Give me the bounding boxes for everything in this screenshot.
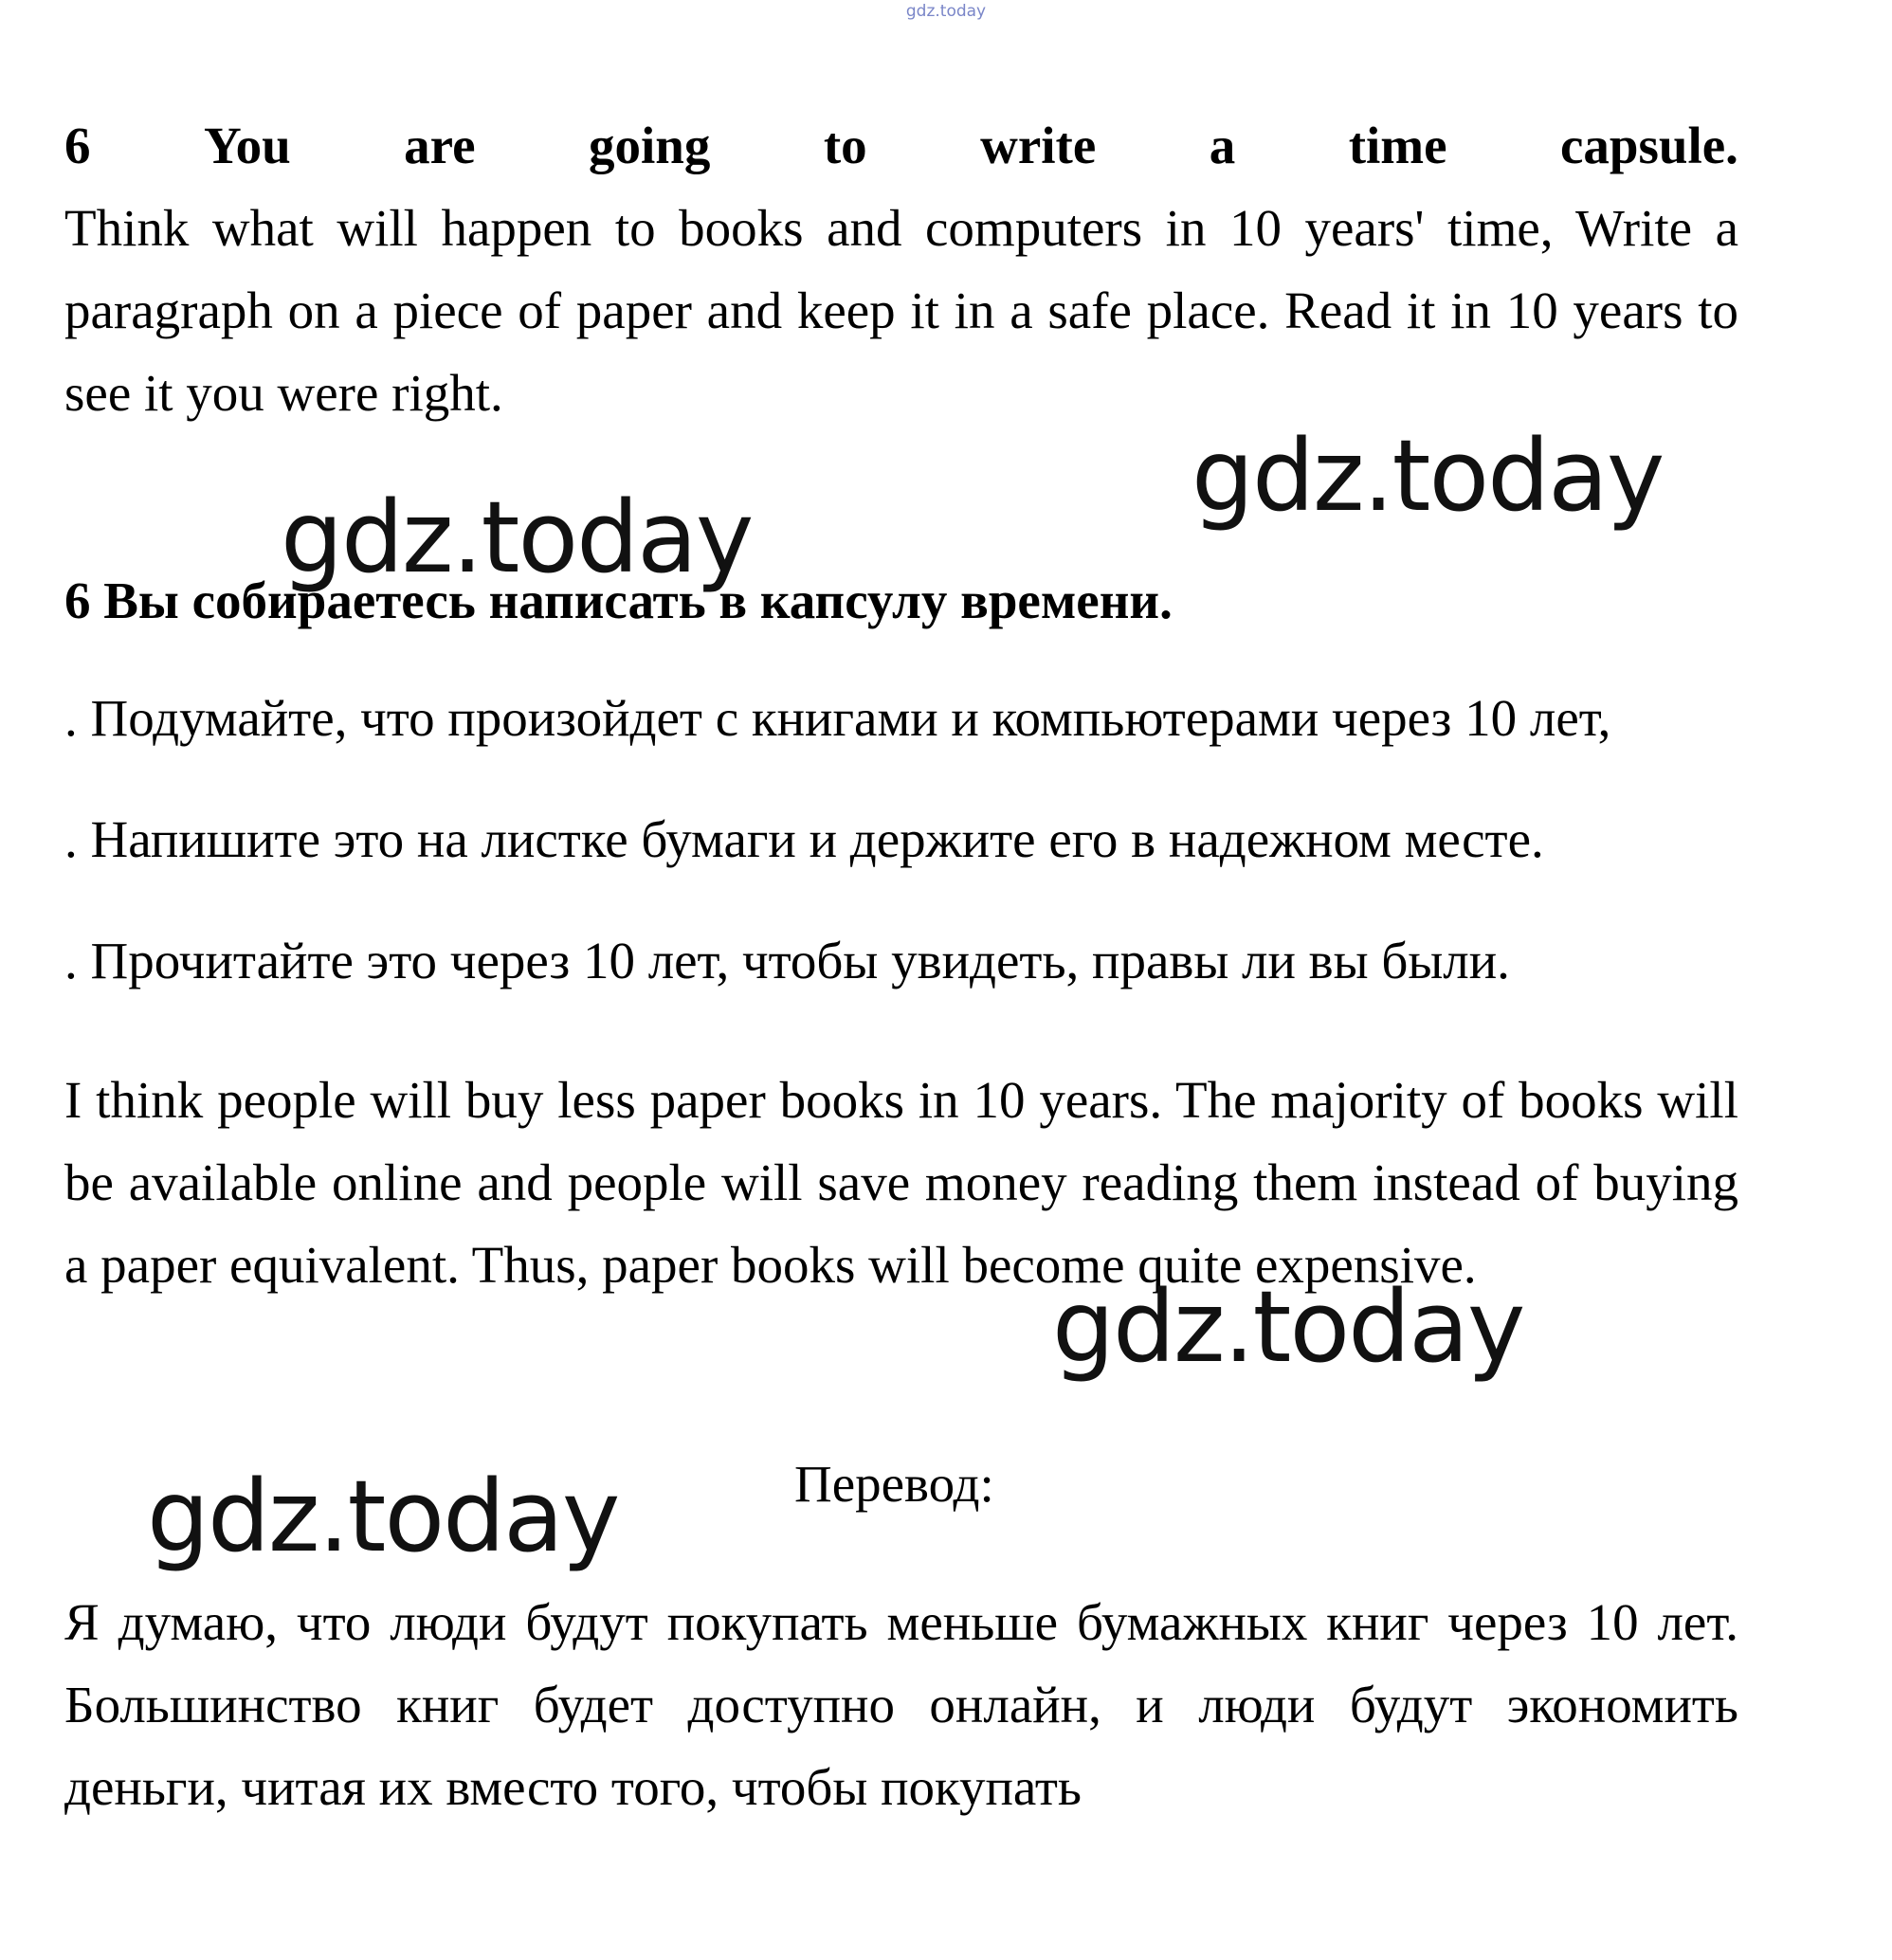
task-body: Think what will happen to books and computers in 10 years' time, Write a paragraph on a piece of paper and keep it in a safe place. Read it in 10 years to see it you were right. [64, 199, 1738, 422]
heading-word: write [980, 117, 1097, 174]
task-heading-russian: 6 Вы собираетесь написать в капсулу времени. [64, 572, 1173, 629]
watermark: gdz.today [147, 1459, 619, 1574]
task-russian-line: . Прочитайте это через 10 лет, чтобы увидеть, правы ли вы были. [64, 932, 1510, 989]
answer-russian: Я думаю, что люди будут покупать меньше бумажных книг через 10 лет. Большинство книг будет доступно онлайн, и люди будут экономить деньги, читая их вместо того, чтобы покупать [64, 1593, 1738, 1816]
heading-word: You [203, 117, 291, 174]
task-russian-line: . Подумайте, что произойдет с книгами и компьютерами через 10 лет, [64, 689, 1611, 747]
answer-english: I think people will buy less paper books in 10 years. The majority of books will be available online and people will save money reading them instead of buying a paper equivalent. Thus, paper books will become quite expensive. [64, 1071, 1738, 1294]
heading-word: are [404, 117, 476, 174]
heading-word: a [1209, 117, 1236, 174]
watermark: gdz.today [281, 480, 753, 595]
task-heading [64, 104, 1738, 187]
task-russian-line: . Напишите это на листке бумаги и держите его в надежном месте. [64, 810, 1544, 868]
heading-word: capsule. [1559, 117, 1738, 174]
heading-word: going [588, 117, 711, 174]
watermark: gdz.today [1192, 418, 1664, 534]
watermark: gdz.today [1052, 1269, 1524, 1385]
heading-word: to [823, 117, 867, 174]
task-number: 6 [64, 117, 91, 174]
site-mark: gdz.today [905, 2, 987, 21]
heading-word: time [1348, 117, 1447, 174]
task-english [64, 104, 1738, 434]
translation-title: Перевод: [794, 1455, 994, 1513]
